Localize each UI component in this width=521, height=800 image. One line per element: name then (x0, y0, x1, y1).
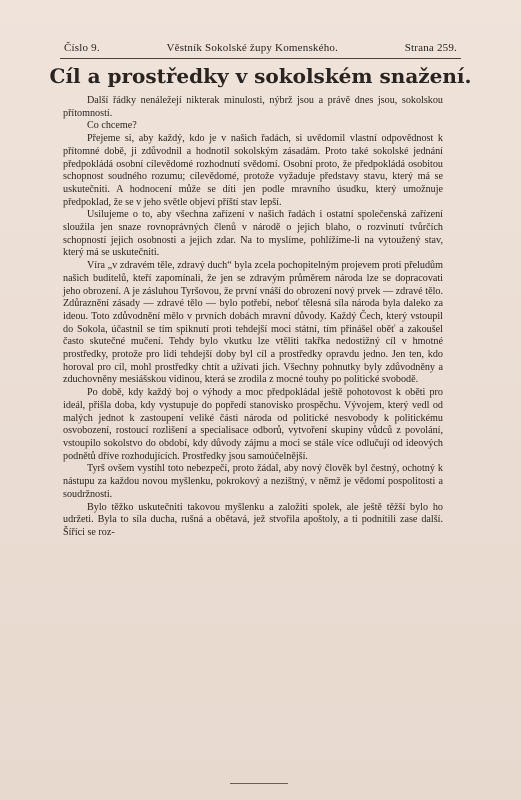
paragraph: Po době, kdy každý boj o výhody a moc předpokládal ještě pohotovost k oběti pro ideál, přišla doba, kdy vystupuje do popředí stanovisko prospěchu. Vývojem, který vedl od malých jednot k zastoupení veliké části národa od politické nesvobody k politickému osvobození, rostoucí rozlišení a specialisace odborů, vytvoření skupiny vůdců z povolání, vstoupilo sokolstvo do období, kdy důvody zájmu a moci se stále více odlučují od ideových podnětů dříve rozhodujících. Prostředky jsou samoúčelnější. (63, 387, 443, 462)
footer-rule (230, 783, 288, 784)
page-number: Strana 259. (404, 42, 457, 54)
paragraph: Co chceme? (87, 120, 137, 132)
article-title: Cíl a prostředky v sokolském snažení. (49, 64, 472, 88)
paragraph: Další řádky nenáležejí nikterak minulosti, nýbrž jsou a právě dnes jsou, sokolskou přítomností. (63, 95, 443, 119)
paragraph: Tyrš ovšem vystihl toto nebezpečí, proto žádal, aby nový člověk byl čestný, ochotný k nástupu za každou novou myšlenku, pokrokový a nezištný, v němž je vědomí pospolitosti a soudržnosti. (63, 463, 443, 500)
header-rule (60, 58, 461, 59)
article-body (63, 95, 443, 540)
journal-title: Věstník Sokolské župy Komenského. (166, 42, 339, 54)
paragraph: Víra „v zdravém těle, zdravý duch“ byla zcela pochopitelným projevem proti přeludům našich buditelů, kteří zapomínali, že jen se zdravým průměrem národa lze se dopracovati jeho obrození. A je zásluhou Tyršovou, že první vnáší do obrození nový prvek — zdravé tělo. Zdůraznění zásady — zdravé tělo — bylo potřebí, neboť tělesná síla národa byla daleko za ideou. Toto zdůvodnění mělo v prvních dobách mravní důvody. Každý Čech, který vstoupil do Sokola, účastnil se tím spiknutí proti tehdejší moci státní, tím přinášel oběť a zakoušel často skutečné mučení. Tehdy bylo vkutku lze vtěliti takřka nedostižný cíl v hmotné prostředky, protože pro lidi tehdejší doby byl cíl a prostředky opravdu jedno. Jen ten, kdo horoval pro cíl, mohl prostředky chtít a užívati jich. Všechny pohnutky byly zdůvodněny a zduchovněny mesiášskou vidinou, která se zrodila z mocné touhy po politické svobodě. (63, 260, 443, 386)
paragraph: Přejeme si, aby každý, kdo je v našich řadách, si uvědomil vlastní odpovědnost k přítomné době, ji zdůvodnil a hodnotil sokolským zásadám. Proto také sokolské jednání předpokládá osobní cílevědomé rozhodnutí svědomí. Osobní proto, že předpokládá osobitou schopnost soudného rozumu; cílevědomé, protože vyžaduje představy stavu, který má se uskutečniti. A hodnocení může se díti jen podle mravního úsudku, který umožnuje předpoklad, že se v jeho světle objeví příští stav lepší. (63, 133, 443, 208)
paragraph: Bylo těžko uskutečniti takovou myšlenku a založiti spolek, ale ještě těžší bylo ho udržeti. Byla to síla ducha, rušná a obětavá, jež stvořila apoštoly, a ti podnítili zase další. Šíříci se roz- (63, 501, 443, 538)
issue-number: Číslo 9. (64, 42, 100, 54)
paragraph: Usilujeme o to, aby všechna zařízení v našich řadách i ostatní společenská zařízení sloužila jen snaze rovnoprávných členů v národě o jejich blaho, o rozvinutí tvůrčích schopností jejich osobnosti a jejich zdar. Na to myslíme, pohlížíme-li na vytoužený stav, který má se uskutečniti. (63, 209, 443, 259)
running-header (64, 42, 457, 54)
